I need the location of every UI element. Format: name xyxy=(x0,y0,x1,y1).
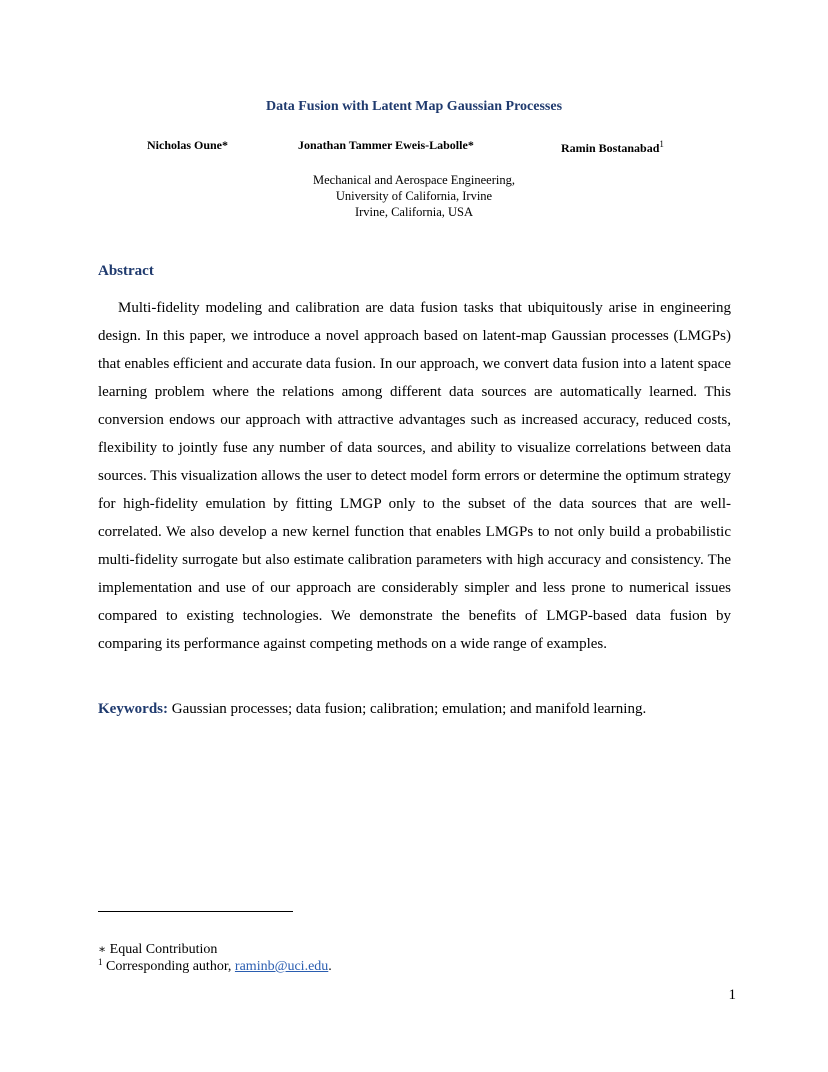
footnote-mark: 1 xyxy=(98,957,103,967)
footnote-period: . xyxy=(328,959,332,974)
keywords xyxy=(98,698,738,720)
author-mark: * xyxy=(222,138,229,152)
footnote-corresponding xyxy=(98,958,332,975)
author-2 xyxy=(298,138,474,153)
keywords-label: Keywords: xyxy=(98,701,168,717)
affiliation xyxy=(0,172,828,220)
footnote-mark: ∗ xyxy=(98,942,107,956)
affiliation-line: University of California, Irvine xyxy=(335,189,493,203)
page-number: 1 xyxy=(728,987,736,1003)
author-mark: 1 xyxy=(659,139,664,149)
footnote-text: Equal Contribution xyxy=(109,942,218,957)
email-link[interactable]: raminb@uci.edu xyxy=(234,959,329,974)
author-1 xyxy=(147,138,228,153)
author-name: Ramin Bostanabad xyxy=(561,141,660,155)
paper-title: Data Fusion with Latent Map Gaussian Processes xyxy=(265,99,563,114)
footnote-equal-contribution xyxy=(98,941,217,958)
abstract-heading: Abstract xyxy=(98,263,154,279)
keywords-text: Gaussian processes; data fusion; calibration; emulation; and manifold learning. xyxy=(171,701,647,717)
footnote-divider xyxy=(98,911,293,912)
author-name: Jonathan Tammer Eweis-Labolle xyxy=(298,138,468,152)
author-mark: * xyxy=(467,138,474,152)
author-3 xyxy=(561,141,664,156)
affiliation-line: Mechanical and Aerospace Engineering, xyxy=(313,173,515,187)
footnote-text: Corresponding author, xyxy=(106,959,232,974)
abstract-text: Multi-fidelity modeling and calibration are data fusion tasks that ubiquitously arise in engineering design. In this paper, we introduce a novel approach based on latent-map Gaussian processes (LMGPs) that enables efficient and accurate data fusion. In our approach, we convert data fusion into a latent space learning problem where the relations among different data sources are automatically learned. This conversion endows our approach with attractive advantages such as increased accuracy, reduced costs, flexibility to jointly fuse any number of data sources, and ability to visualize correlations between data sources. This visualization allows the user to detect model form errors or determine the optimum strategy for high-fidelity emulation by fitting LMGP only to the subset of the data sources that are well-correlated. We also develop a new kernel function that enables LMGPs to not only build a probabilistic multi-fidelity surrogate but also estimate calibration parameters with high accuracy and consistency. The implementation and use of our approach are considerably simpler and less prone to numerical issues compared to existing technologies. We demonstrate the benefits of LMGP-based data fusion by comparing its performance against competing methods on a wide range of examples. xyxy=(98,300,731,652)
affiliation-line: Irvine, California, USA xyxy=(354,205,474,219)
author-name: Nicholas Oune xyxy=(147,138,223,152)
